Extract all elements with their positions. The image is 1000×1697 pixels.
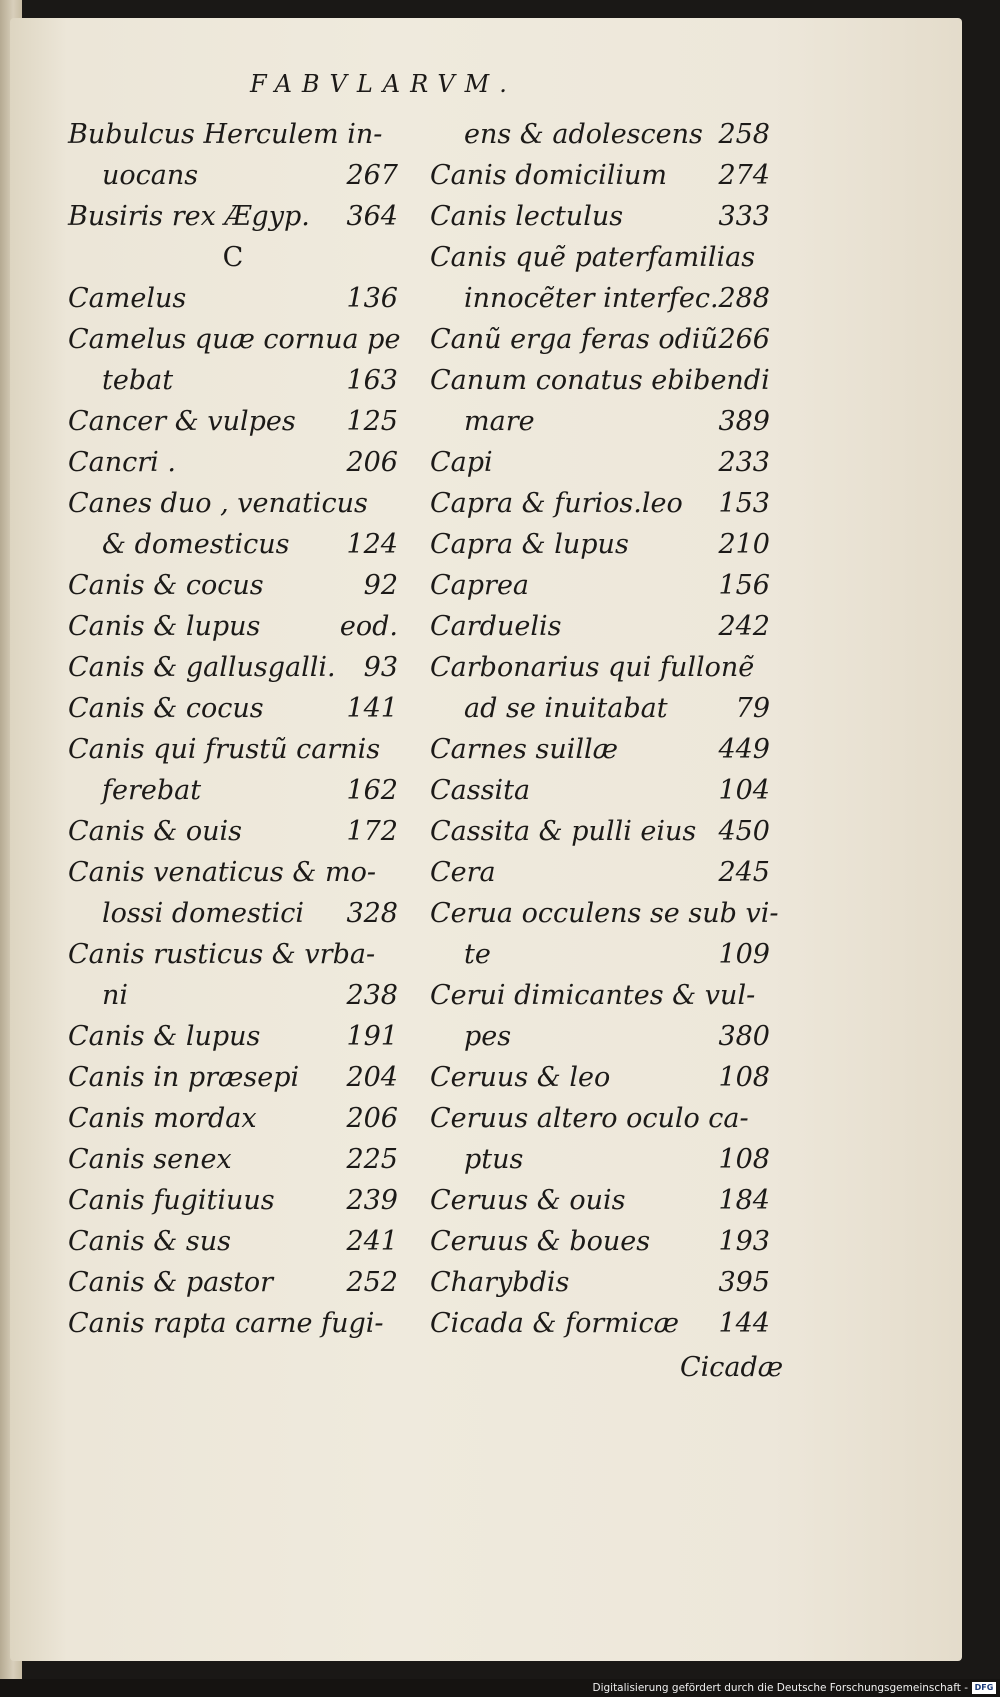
- entry-text: Busiris rex Ægyp.: [68, 201, 310, 232]
- entry-page-number: 193: [718, 1226, 770, 1257]
- entry-page-number: eod.: [339, 611, 398, 642]
- entry-text: Canis & cocus: [68, 570, 264, 601]
- entry-page-number: 267: [346, 160, 398, 191]
- entry-page-number: 144: [718, 1308, 770, 1339]
- index-entry: [68, 770, 398, 811]
- index-entry: [430, 1180, 770, 1221]
- entry-text: Canis lectulus: [430, 201, 624, 232]
- entry-page-number: 274: [718, 160, 770, 191]
- index-entry: [430, 360, 770, 401]
- entry-text: te: [464, 939, 491, 970]
- index-entry: [430, 1262, 770, 1303]
- entry-text: Bubulcus Herculem in-: [68, 119, 383, 150]
- entry-text: Cancer & vulpes: [68, 406, 296, 437]
- entry-text: Canis rusticus & vrba-: [68, 939, 376, 970]
- entry-page-number: 242: [718, 611, 770, 642]
- index-entry: [430, 524, 770, 565]
- index-entry: [430, 852, 770, 893]
- index-entry: [430, 934, 770, 975]
- digitization-footer: [0, 1679, 1000, 1697]
- entry-text: Cicada & formicæ: [430, 1308, 679, 1339]
- entry-page-number: 124: [346, 529, 398, 560]
- entry-text: Cera: [430, 857, 496, 888]
- index-entry: [68, 319, 401, 360]
- index-entry: [430, 155, 770, 196]
- entry-text: Canis qui frustũ carnis: [68, 734, 381, 765]
- entry-text: Canis & cocus: [68, 693, 264, 724]
- index-entry: [68, 647, 398, 688]
- index-entry: [68, 196, 398, 237]
- index-entry: [68, 606, 398, 647]
- index-entry: [430, 606, 770, 647]
- entry-text: innocẽter interfec.: [464, 283, 719, 314]
- index-entry: [68, 688, 398, 729]
- entry-page-number: 364: [346, 201, 398, 232]
- entry-text: Ceruus & boues: [430, 1226, 651, 1257]
- entry-text: Canis domicilium: [430, 160, 668, 191]
- entry-text: Canis & ouis: [68, 816, 242, 847]
- entry-text: C: [222, 242, 244, 273]
- index-entry: [68, 155, 398, 196]
- entry-text: ferebat: [102, 775, 202, 806]
- index-entry: [68, 1262, 398, 1303]
- index-entry: [430, 442, 770, 483]
- entry-text: uocans: [102, 160, 199, 191]
- section-letter: [68, 237, 398, 278]
- index-entry: [68, 934, 398, 975]
- index-entry: [430, 729, 770, 770]
- index-entry: [68, 1098, 398, 1139]
- entry-text: Capra & furios.leo: [430, 488, 683, 519]
- index-entry: [430, 483, 770, 524]
- index-entry: [430, 647, 770, 688]
- index-column-left: [68, 114, 401, 1344]
- index-entry: [68, 524, 398, 565]
- index-entry: [430, 196, 770, 237]
- catchword: Cicadæ: [680, 1352, 784, 1383]
- index-entry: [68, 1221, 398, 1262]
- entry-page-number: 141: [346, 693, 398, 724]
- entry-text: ad se inuitabat: [464, 693, 668, 724]
- entry-text: ptus: [464, 1144, 524, 1175]
- entry-text: Carduelis: [430, 611, 562, 642]
- entry-page-number: 204: [346, 1062, 398, 1093]
- dfg-logo-icon: DFG: [972, 1682, 996, 1694]
- entry-page-number: 104: [718, 775, 770, 806]
- index-entry: [430, 278, 770, 319]
- index-entry: [430, 1057, 770, 1098]
- entry-text: Camelus quæ cornua pe: [68, 324, 401, 355]
- index-entry: [68, 442, 398, 483]
- entry-text: Ceruus altero oculo ca-: [430, 1103, 749, 1134]
- entry-text: Caprea: [430, 570, 530, 601]
- entry-page-number: 266: [718, 324, 770, 355]
- entry-page-number: 288: [718, 283, 770, 314]
- entry-page-number: 241: [346, 1226, 398, 1257]
- index-entry: [430, 1221, 770, 1262]
- entry-page-number: 153: [718, 488, 770, 519]
- index-entry: [68, 1180, 398, 1221]
- entry-text: lossi domestici: [102, 898, 305, 929]
- entry-page-number: 450: [718, 816, 770, 847]
- entry-page-number: 380: [718, 1021, 770, 1052]
- index-entry: [68, 278, 398, 319]
- entry-text: ens & adolescens: [464, 119, 703, 150]
- index-entry: [68, 483, 398, 524]
- entry-text: Cassita & pulli eius: [430, 816, 697, 847]
- entry-page-number: 172: [346, 816, 398, 847]
- entry-page-number: 238: [346, 980, 398, 1011]
- index-entry: [430, 1016, 770, 1057]
- entry-page-number: 191: [346, 1021, 398, 1052]
- entry-text: Ceruus & leo: [430, 1062, 611, 1093]
- entry-text: Canum conatus ebibendi: [430, 365, 770, 396]
- entry-page-number: 258: [718, 119, 770, 150]
- entry-text: & domesticus: [102, 529, 290, 560]
- entry-page-number: 184: [718, 1185, 770, 1216]
- entry-text: Canũ erga feras odiũ: [430, 324, 718, 355]
- entry-page-number: 79: [735, 693, 770, 724]
- entry-text: pes: [464, 1021, 512, 1052]
- index-entry: [430, 114, 770, 155]
- index-entry: [430, 688, 770, 729]
- entry-page-number: 389: [718, 406, 770, 437]
- entry-text: Camelus: [68, 283, 187, 314]
- index-entry: [68, 811, 398, 852]
- entry-text: Carbonarius qui fullonẽ: [430, 652, 755, 683]
- entry-page-number: 156: [718, 570, 770, 601]
- index-entry: [430, 811, 770, 852]
- index-entry: [430, 975, 770, 1016]
- entry-page-number: 233: [718, 447, 770, 478]
- running-header: FABVLARVM.: [250, 70, 517, 98]
- index-entry: [68, 1139, 398, 1180]
- entry-text: Cerui dimicantes & vul-: [430, 980, 756, 1011]
- entry-text: Canes duo , venaticus: [68, 488, 368, 519]
- entry-page-number: 252: [346, 1267, 398, 1298]
- entry-page-number: 225: [346, 1144, 398, 1175]
- entry-text: Cancri .: [68, 447, 176, 478]
- entry-page-number: 92: [363, 570, 398, 601]
- index-entry: [68, 852, 398, 893]
- index-entry: [430, 1139, 770, 1180]
- entry-text: Canis & gallusgalli.: [68, 652, 336, 683]
- index-entry: [68, 1303, 398, 1344]
- entry-page-number: 108: [718, 1062, 770, 1093]
- entry-page-number: 108: [718, 1144, 770, 1175]
- entry-text: ni: [102, 980, 129, 1011]
- entry-text: Ceruus & ouis: [430, 1185, 626, 1216]
- entry-page-number: 206: [346, 1103, 398, 1134]
- entry-text: Cerua occulens se sub vi-: [430, 898, 779, 929]
- index-entry: [430, 770, 770, 811]
- entry-page-number: 109: [718, 939, 770, 970]
- index-entry: [68, 729, 398, 770]
- index-entry: [430, 319, 770, 360]
- index-entry: [68, 1057, 398, 1098]
- entry-text: Canis & pastor: [68, 1267, 274, 1298]
- index-entry: [430, 893, 779, 934]
- entry-page-number: 206: [346, 447, 398, 478]
- entry-text: Capi: [430, 447, 493, 478]
- index-entry: [430, 565, 770, 606]
- index-entry: [68, 401, 398, 442]
- index-entry: [430, 1098, 770, 1139]
- entry-page-number: 328: [346, 898, 398, 929]
- index-entry: [430, 1303, 770, 1344]
- entry-text: Canis rapta carne fugi-: [68, 1308, 384, 1339]
- entry-text: Canis quẽ paterfamilias: [430, 242, 756, 273]
- footer-credit: Digitalisierung gefördert durch die Deutsche Forschungsgemeinschaft -: [592, 1682, 968, 1694]
- index-entry: [68, 975, 398, 1016]
- entry-text: Cassita: [430, 775, 531, 806]
- entry-text: Canis senex: [68, 1144, 232, 1175]
- entry-text: Canis mordax: [68, 1103, 257, 1134]
- index-entry: [68, 114, 398, 155]
- entry-page-number: 162: [346, 775, 398, 806]
- entry-page-number: 210: [718, 529, 770, 560]
- entry-text: Canis fugitiuus: [68, 1185, 275, 1216]
- index-entry: [68, 1016, 398, 1057]
- entry-page-number: 125: [346, 406, 398, 437]
- entry-text: Canis & sus: [68, 1226, 231, 1257]
- entry-page-number: 163: [346, 365, 398, 396]
- entry-text: Canis & lupus: [68, 611, 261, 642]
- entry-page-number: 449: [718, 734, 770, 765]
- index-entry: [430, 401, 770, 442]
- index-entry: [430, 237, 770, 278]
- entry-page-number: 136: [346, 283, 398, 314]
- entry-text: Capra & lupus: [430, 529, 629, 560]
- entry-text: Canis venaticus & mo-: [68, 857, 376, 888]
- index-entry: [68, 893, 398, 934]
- entry-page-number: 239: [346, 1185, 398, 1216]
- entry-text: tebat: [102, 365, 174, 396]
- entry-page-number: 93: [363, 652, 398, 683]
- entry-text: Charybdis: [430, 1267, 570, 1298]
- entry-text: mare: [464, 406, 535, 437]
- index-entry: [68, 360, 398, 401]
- index-entry: [68, 565, 398, 606]
- entry-text: Carnes suillæ: [430, 734, 618, 765]
- index-column-right: [430, 114, 779, 1344]
- entry-page-number: 245: [718, 857, 770, 888]
- entry-page-number: 395: [718, 1267, 770, 1298]
- entry-text: Canis & lupus: [68, 1021, 261, 1052]
- entry-page-number: 333: [718, 201, 770, 232]
- entry-text: Canis in præsepi: [68, 1062, 300, 1093]
